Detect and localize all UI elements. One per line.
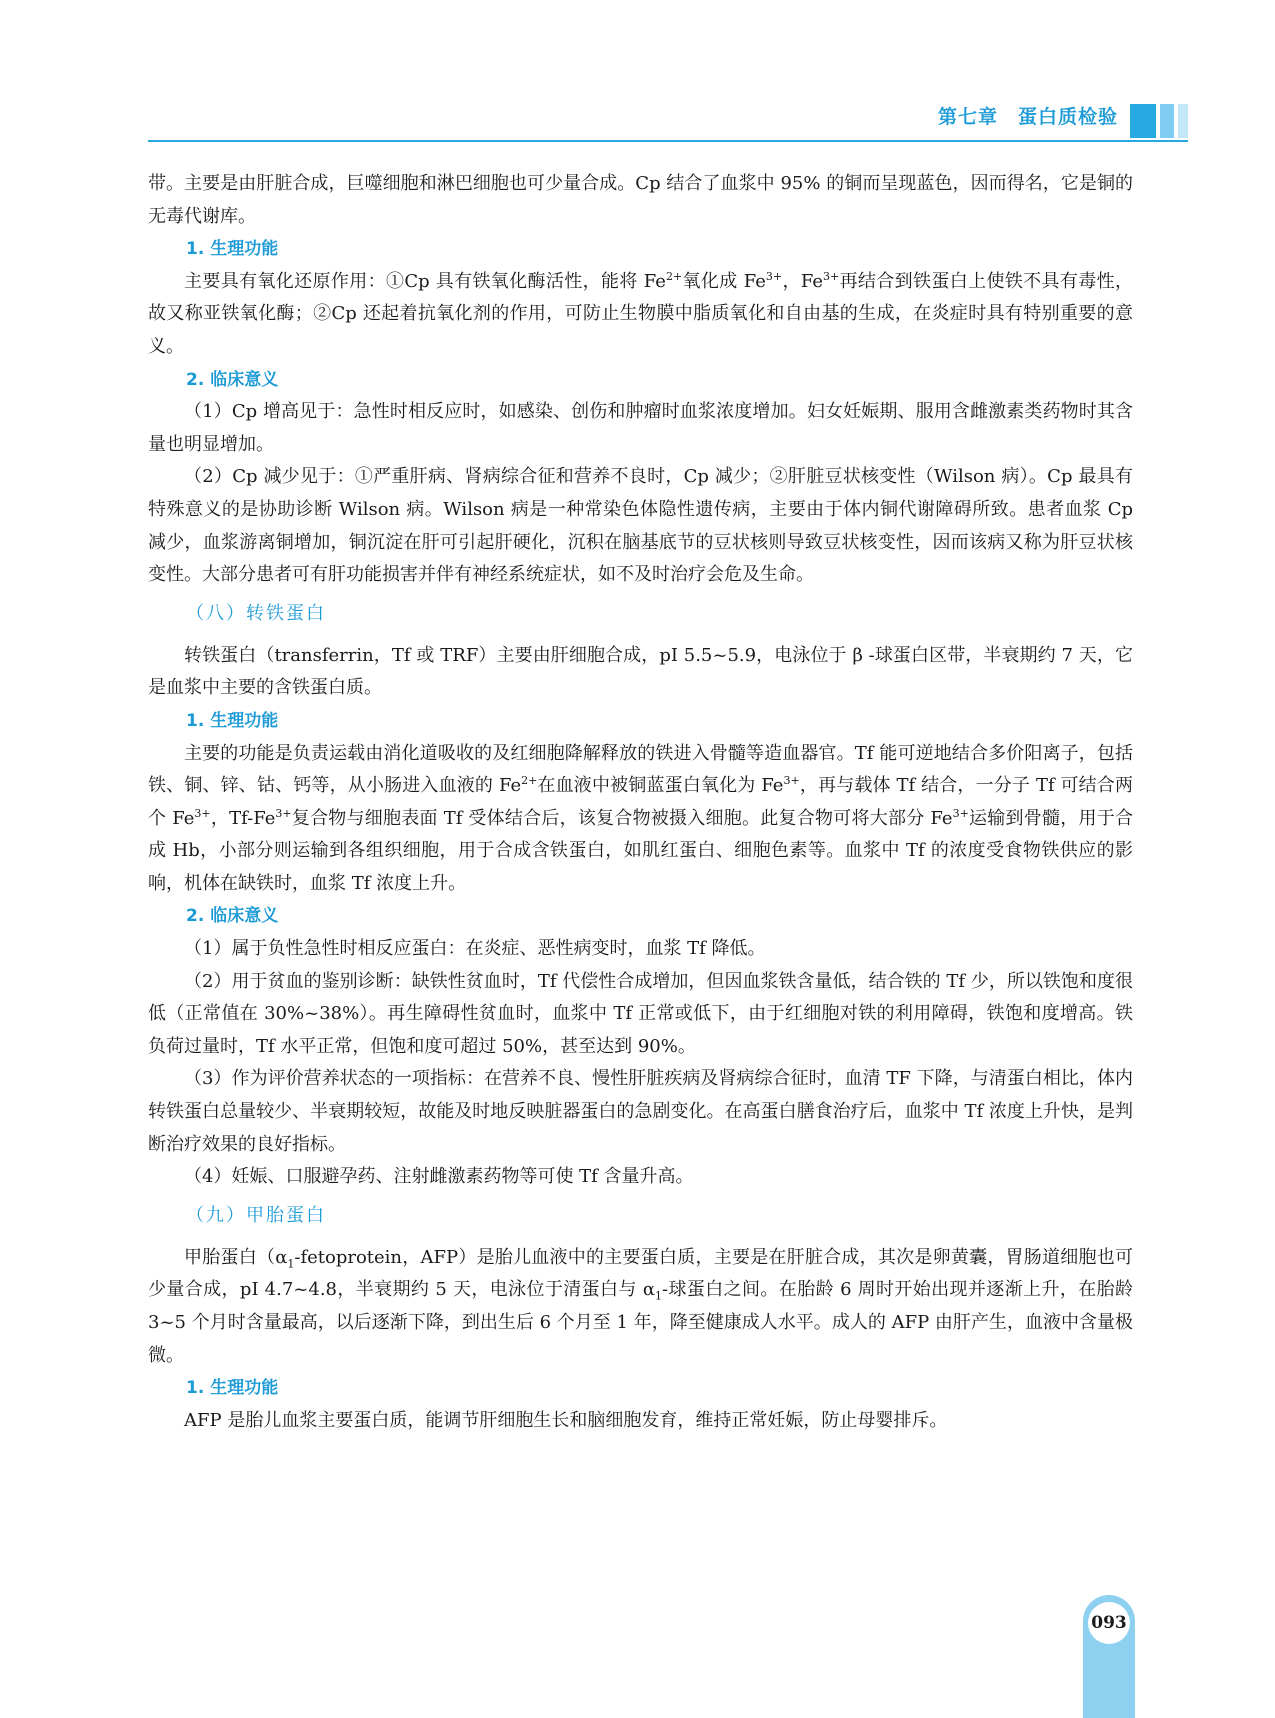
section-heading: 2. 临床意义 [186, 906, 279, 927]
section-heading: 1. 生理功能 [186, 239, 279, 260]
page-body [148, 168, 1133, 1437]
page-number: 093 [1088, 1602, 1130, 1644]
paragraph: AFP 是胎儿血浆主要蛋白质，能调节肝细胞生长和脑细胞发育，维持正常妊娠，防止母婴排斥。 [184, 1409, 948, 1431]
chapter-subheading: （八）转铁蛋白 [186, 602, 326, 624]
paragraph: （3）作为评价营养状态的一项指标：在营养不良、慢性肝脏疾病及肾病综合征时，血清 TF 下降，与清蛋白相比，体内转铁蛋白总量较少、半衰期较短，故能及时地反映脏器蛋白的急剧变化。在高蛋白膳食治疗后，血浆中 Tf 浓度上升快，是判断治疗效果的良好指标。 [148, 1068, 1133, 1155]
chapter-subheading: （九）甲胎蛋白 [186, 1204, 326, 1226]
header-accent-bar-lighter [1178, 104, 1188, 138]
section-heading: 1. 生理功能 [186, 1378, 279, 1399]
paragraph: （2）Cp 减少见于：①严重肝病、肾病综合征和营养不良时，Cp 减少；②肝脏豆状核变性（Wilson 病）。Cp 最具有特殊意义的是协助诊断 Wilson 病。Wilson 病是一种常染色体隐性遗传病，主要由于体内铜代谢障碍所致。患者血浆 Cp 减少，血浆游离铜增加，铜沉淀在肝可引起肝硬化，沉积在脑基底节的豆状核则导致豆状核变性，因而该病又称为肝豆状核变性。大部分患者可有肝功能损害并伴有神经系统症状，如不及时治疗会危及生命。 [148, 466, 1133, 586]
section-heading: 2. 临床意义 [186, 369, 279, 390]
header-accent-bar-light [1160, 104, 1174, 138]
header-accent-bar [1130, 104, 1156, 138]
paragraph: 主要的功能是负责运载由消化道吸收的及红细胞降解释放的铁进入骨髓等造血器官。Tf 能可逆地结合多价阳离子，包括铁、铜、锌、钴、钙等，从小肠进入血液的 $Fe^{2+}$在血液中被铜蓝蛋白氧化为 $Fe^{3+}$，再与载体 Tf 结合，一分子 Tf 可结合两个 $Fe^{3+}$，$Tf-Fe^{3+}$复合物与细胞表面 Tf 受体结合后，该复合物被摄入细胞。此复合物可将大部分 $Fe^{3+}$运输到骨髓，用于合成 Hb，小部分则运输到各组织细胞，用于合成含铁蛋白，如肌红蛋白、细胞色素等。血浆中 Tf 的浓度受食物铁供应的影响，机体在缺铁时，血浆 Tf 浓度上升。 [148, 742, 1134, 894]
section-heading: 1. 生理功能 [186, 710, 279, 731]
paragraph: （1）Cp 增高见于：急性时相反应时，如感染、创伤和肿瘤时血浆浓度增加。妇女妊娠期、服用含雌激素类药物时其含量也明显增加。 [148, 401, 1133, 455]
paragraph: （2）用于贫血的鉴别诊断：缺铁性贫血时，Tf 代偿性合成增加，但因血浆铁含量低，结合铁的 Tf 少，所以铁饱和度很低（正常值在 30%~38%）。再生障碍性贫血时，血浆中 Tf 正常或低下，由于红细胞对铁的利用障碍，铁饱和度增高。铁负荷过量时，Tf 水平正常，但饱和度可超过 50%，甚至达到 90%。 [148, 970, 1133, 1057]
paragraph: （4）妊娠、口服避孕药、注射雌激素药物等可使 Tf 含量升高。 [184, 1166, 694, 1188]
paragraph: 主要具有氧化还原作用：①Cp 具有铁氧化酶活性，能将 $Fe^{2+}$氧化成 $Fe^{3+}$，$Fe^{3+}$再结合到铁蛋白上使铁不具有毒性，故又称亚铁氧化酶；②Cp 还起着抗氧化剂的作用，可防止生物膜中脂质氧化和自由基的生成，在炎症时具有特别重要的意义。 [148, 269, 1133, 357]
paragraph: 转铁蛋白（transferrin，Tf 或 TRF）主要由肝细胞合成，pI 5.5~5.9，电泳位于 β -球蛋白区带，半衰期约 7 天，它是血浆中主要的含铁蛋白质。 [148, 644, 1133, 699]
page-header [148, 100, 1188, 142]
paragraph: （1）属于负性急性时相反应蛋白：在炎症、恶性病变时，血浆 Tf 降低。 [184, 938, 766, 960]
chapter-title: 第七章 蛋白质检验 [937, 106, 1118, 128]
paragraph: 甲胎蛋白（$\alpha_1$-fetoprotein，AFP）是胎儿血液中的主要蛋白质，主要是在肝脏合成，其次是卵黄囊，胃肠道细胞也可少量合成，pI 4.7~4.8，半衰期约 5 天，电泳位于清蛋白与 $\alpha_1-$球蛋白之间。在胎龄 6 周时开始出现并逐渐上升，在胎龄 3~5 个月时含量最高，以后逐渐下降，到出生后 6 个月至 1 年，降至健康成人水平。成人的 AFP 由肝产生，血液中含量极微。 [148, 1246, 1133, 1366]
paragraph: 带。主要是由肝脏合成，巨噬细胞和淋巴细胞也可少量合成。Cp 结合了血浆中 95% 的铜而呈现蓝色，因而得名，它是铜的无毒代谢库。 [148, 173, 1133, 227]
